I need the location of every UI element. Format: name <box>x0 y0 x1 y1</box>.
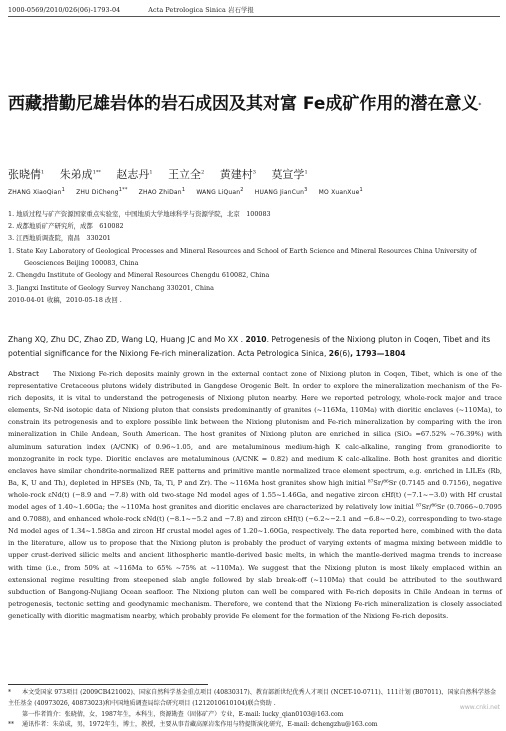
affiliation-line: 2. 成都地质矿产研究所，成都 610082 <box>8 222 124 231</box>
journal-name: Acta Petrologica Sinica 岩石学报 <box>148 6 254 14</box>
paper-title <box>8 92 500 116</box>
citation-year: 2010 <box>245 335 267 344</box>
author-cn: 王立全$^2$ <box>168 168 205 181</box>
abstract-text: The Nixiong Fe-rich deposits mainly grown in the external contact zone of Nixiong pluton in Coqen, Tibet, which is one of the representative Cretaceous plutons widely distributed in Gangdese Orogenic Belt. In order to explore the mineralization mechanism of the Fe-rich deposits, it is vital to understand the petrogenesis of Nixiong pluton nearby. Here we reported petrology, whole-rock major and trace elements, Sr-Nd isotopic data of Nixiong pluton that consists predominantly of granites (~116Ma, 110Ma) with dioritic enclaves (~110Ma), to constrain its petrogenesis and to explore possible link between the Nixiong plutonism and Fe-rich mineralization by comparing with the iron mineralization in Chile Andean, South American. The host granites of Nixiong pluton are enriched in silica (SiO₂ =67.52% ~76.39%) with aluminum saturation index (A/CNK) of 0.96~1.05, and are metaluminous medium-high K calc-alkaline, ranging from granodiorite to monzogranite in rock type. Dioritic enclaves are metaluminous (A/CNK = 0.82) and medium K calc-alkaline. Both host granites and dioritic enclaves have similar chondrite-normalized REE patterns and primitive mantle normalized trace element spectrum, e.g. enriched in LILEs (Rb, Ba, K, U and Th), depleted in HFSEs (Nb, Ta, Ti, P and Zr). The ~116Ma host granites show high initial ⁸⁷Sr/⁸⁶Sr (0.7145 and 0.7156), negative whole-rock εNd(t) (−8.9 and −7.8) with old two-stage Nd model ages of 1.55~1.46Ga, and negative zircon εHf(t) (−7.1~−3.0) with Hf crustal model ages of 1.40~1.60Ga; the ~110Ma host granites and dioritic enclaves are characterized by relatively low initial ⁸⁷Sr/⁸⁶Sr (0.7066~0.7095 and 0.7088), and enhanced whole-rock εNd(t) (−8.1~−5.2 and −7.8) and zircon εHf(t) (−6.2~−2.1 and −6.8~−0.2), corresponding to two-stage Nd model ages of 1.34~1.58Ga and zircon Hf crustal model ages of 1.20~1.60Ga, respectively. The data reported here, combined with the data in the literature, allow us to propose that the Nixiong pluton is probably the product of varying extents of magma mixing between middle to upper crust-derived silicic melts and ancient lithospheric mantle-derived basic melts, in which the mantle-derived magma trends to increase with time (i.e., from 50% at ~116Ma to 65% ~75% at ~110Ma). We suggest that the Nixiong pluton is most likely emplaced within an extensional regime resulting from steepened slab angle followed by slab break-off (~110Ma) that could be attributed to the southward subduction of Bangong-Nujiang Ocean seafloor. The Nixiong pluton can well be compared with Fe-rich deposits in Chile Andean in terms of petrogenesis, tectonic setting and geodynamic mechanism. Therefore, we contend that the Nixiong Fe-rich mineralization is closely associated genetically with dioritic magmatism nearby, which probably provide Fe element for the formation of the Nixiong Fe-rich deposits. <box>8 370 502 620</box>
running-header <box>8 5 254 14</box>
affiliation-line: 1. State Key Laboratory of Geological Processes and Mineral Resources and School of Earth Science and Mineral Resources China University of <box>8 247 477 255</box>
header-rule <box>8 16 500 17</box>
affiliation-line: 1. 地质过程与矿产资源国家重点实验室，中国地质大学地球科学与资源学院，北京 100083 <box>8 210 271 218</box>
affiliation-line: 2. Chengdu Institute of Geology and Mineral Resources Chengdu 610082, China <box>8 271 270 280</box>
footnote-rule <box>8 684 208 685</box>
corresponding-author-note: ** 通讯作者：朱弟成，男，1972年生，博士，教授，主要从事青藏高原岩浆作用与特提斯演化研究，E-mail: dchengzhu@163.com <box>8 720 502 731</box>
citation <box>8 333 502 361</box>
citation-volume: 26 <box>328 349 340 358</box>
citation-pages: , 1793—1804 <box>350 349 406 358</box>
affiliation-line: Geosciences Beijing 100083, China <box>24 259 139 268</box>
affiliations-english <box>8 245 502 306</box>
author-en: ZHAO ZhiDan$^1$ <box>138 187 186 196</box>
title-footnote-mark: * <box>478 102 482 109</box>
affiliations-chinese <box>8 208 502 245</box>
citation-issue: (6) <box>339 349 351 358</box>
author-cn: 莫宣学$^1$ <box>271 168 308 181</box>
abstract <box>8 368 502 622</box>
first-author-note: 第一作者简介：张晓倩，女，1987年生，本科生，资源勘查（固体矿产）专业，E-mail: lucky_qian0103@163.com <box>22 710 344 718</box>
author-en: MO XuanXue$^1$ <box>318 187 363 196</box>
footnote-mark: * <box>8 689 12 696</box>
footnotes <box>8 688 502 731</box>
citation-journal: Acta Petrologica Sinica, <box>237 349 329 358</box>
watermark: www.cnki.net <box>459 704 500 711</box>
affiliation-line: 3. Jiangxi Institute of Geology Survey Nanchang 330201, China <box>8 283 214 292</box>
issn-line: 1000-0569/2010/026(06)-1793-04 <box>8 6 121 14</box>
footnote-mark: ** <box>8 721 15 729</box>
author-en: ZHU DiCheng$^{1**}$ <box>76 187 128 196</box>
author-en: ZHANG XiaoQian$^1$ <box>8 187 65 196</box>
authors-chinese <box>8 166 320 182</box>
funding-note: * 本文受国家 973项目 (2009CB421002)、国家自然科学基金重点项目 (40830317)、教育部新世纪优秀人才项目 (NCET-10-0711)、111计划 (B07011)、国家自然科学基金主任基金 (40973026, 40873023)和中国地质调查局综合研究项目 (1212010610104)联合资助 . <box>8 689 497 707</box>
author-en: WANG LiQuan$^2$ <box>196 187 244 196</box>
author-en: HUANG JianCun$^3$ <box>254 187 308 196</box>
citation-title: . Petrogenesis of the Nixiong pluton in Coqen, Tibet and its potential significance for the Nixiong Fe-rich mineralization. <box>8 335 491 358</box>
abstract-label: Abstract <box>8 369 40 378</box>
received-dates: 2010-04-01 收稿，2010-05-18 改回 . <box>8 295 122 304</box>
author-cn: 黄建村$^3$ <box>219 168 256 181</box>
author-cn: 张晓倩$^1$ <box>8 168 45 181</box>
title-text: 西藏措勤尼雄岩体的岩石成因及其对富 Fe成矿作用的潜在意义 <box>8 94 479 114</box>
citation-authors: Zhang XQ, Zhu DC, Zhao ZD, Wang LQ, Huang JC and Mo XX . <box>8 335 246 344</box>
authors-english <box>8 187 372 196</box>
author-cn: 赵志丹$^1$ <box>116 168 153 181</box>
affiliation-line: 3. 江西地质调查院，南昌 330201 <box>8 234 111 243</box>
author-cn: 朱弟成$^{1**}$ <box>59 168 101 181</box>
